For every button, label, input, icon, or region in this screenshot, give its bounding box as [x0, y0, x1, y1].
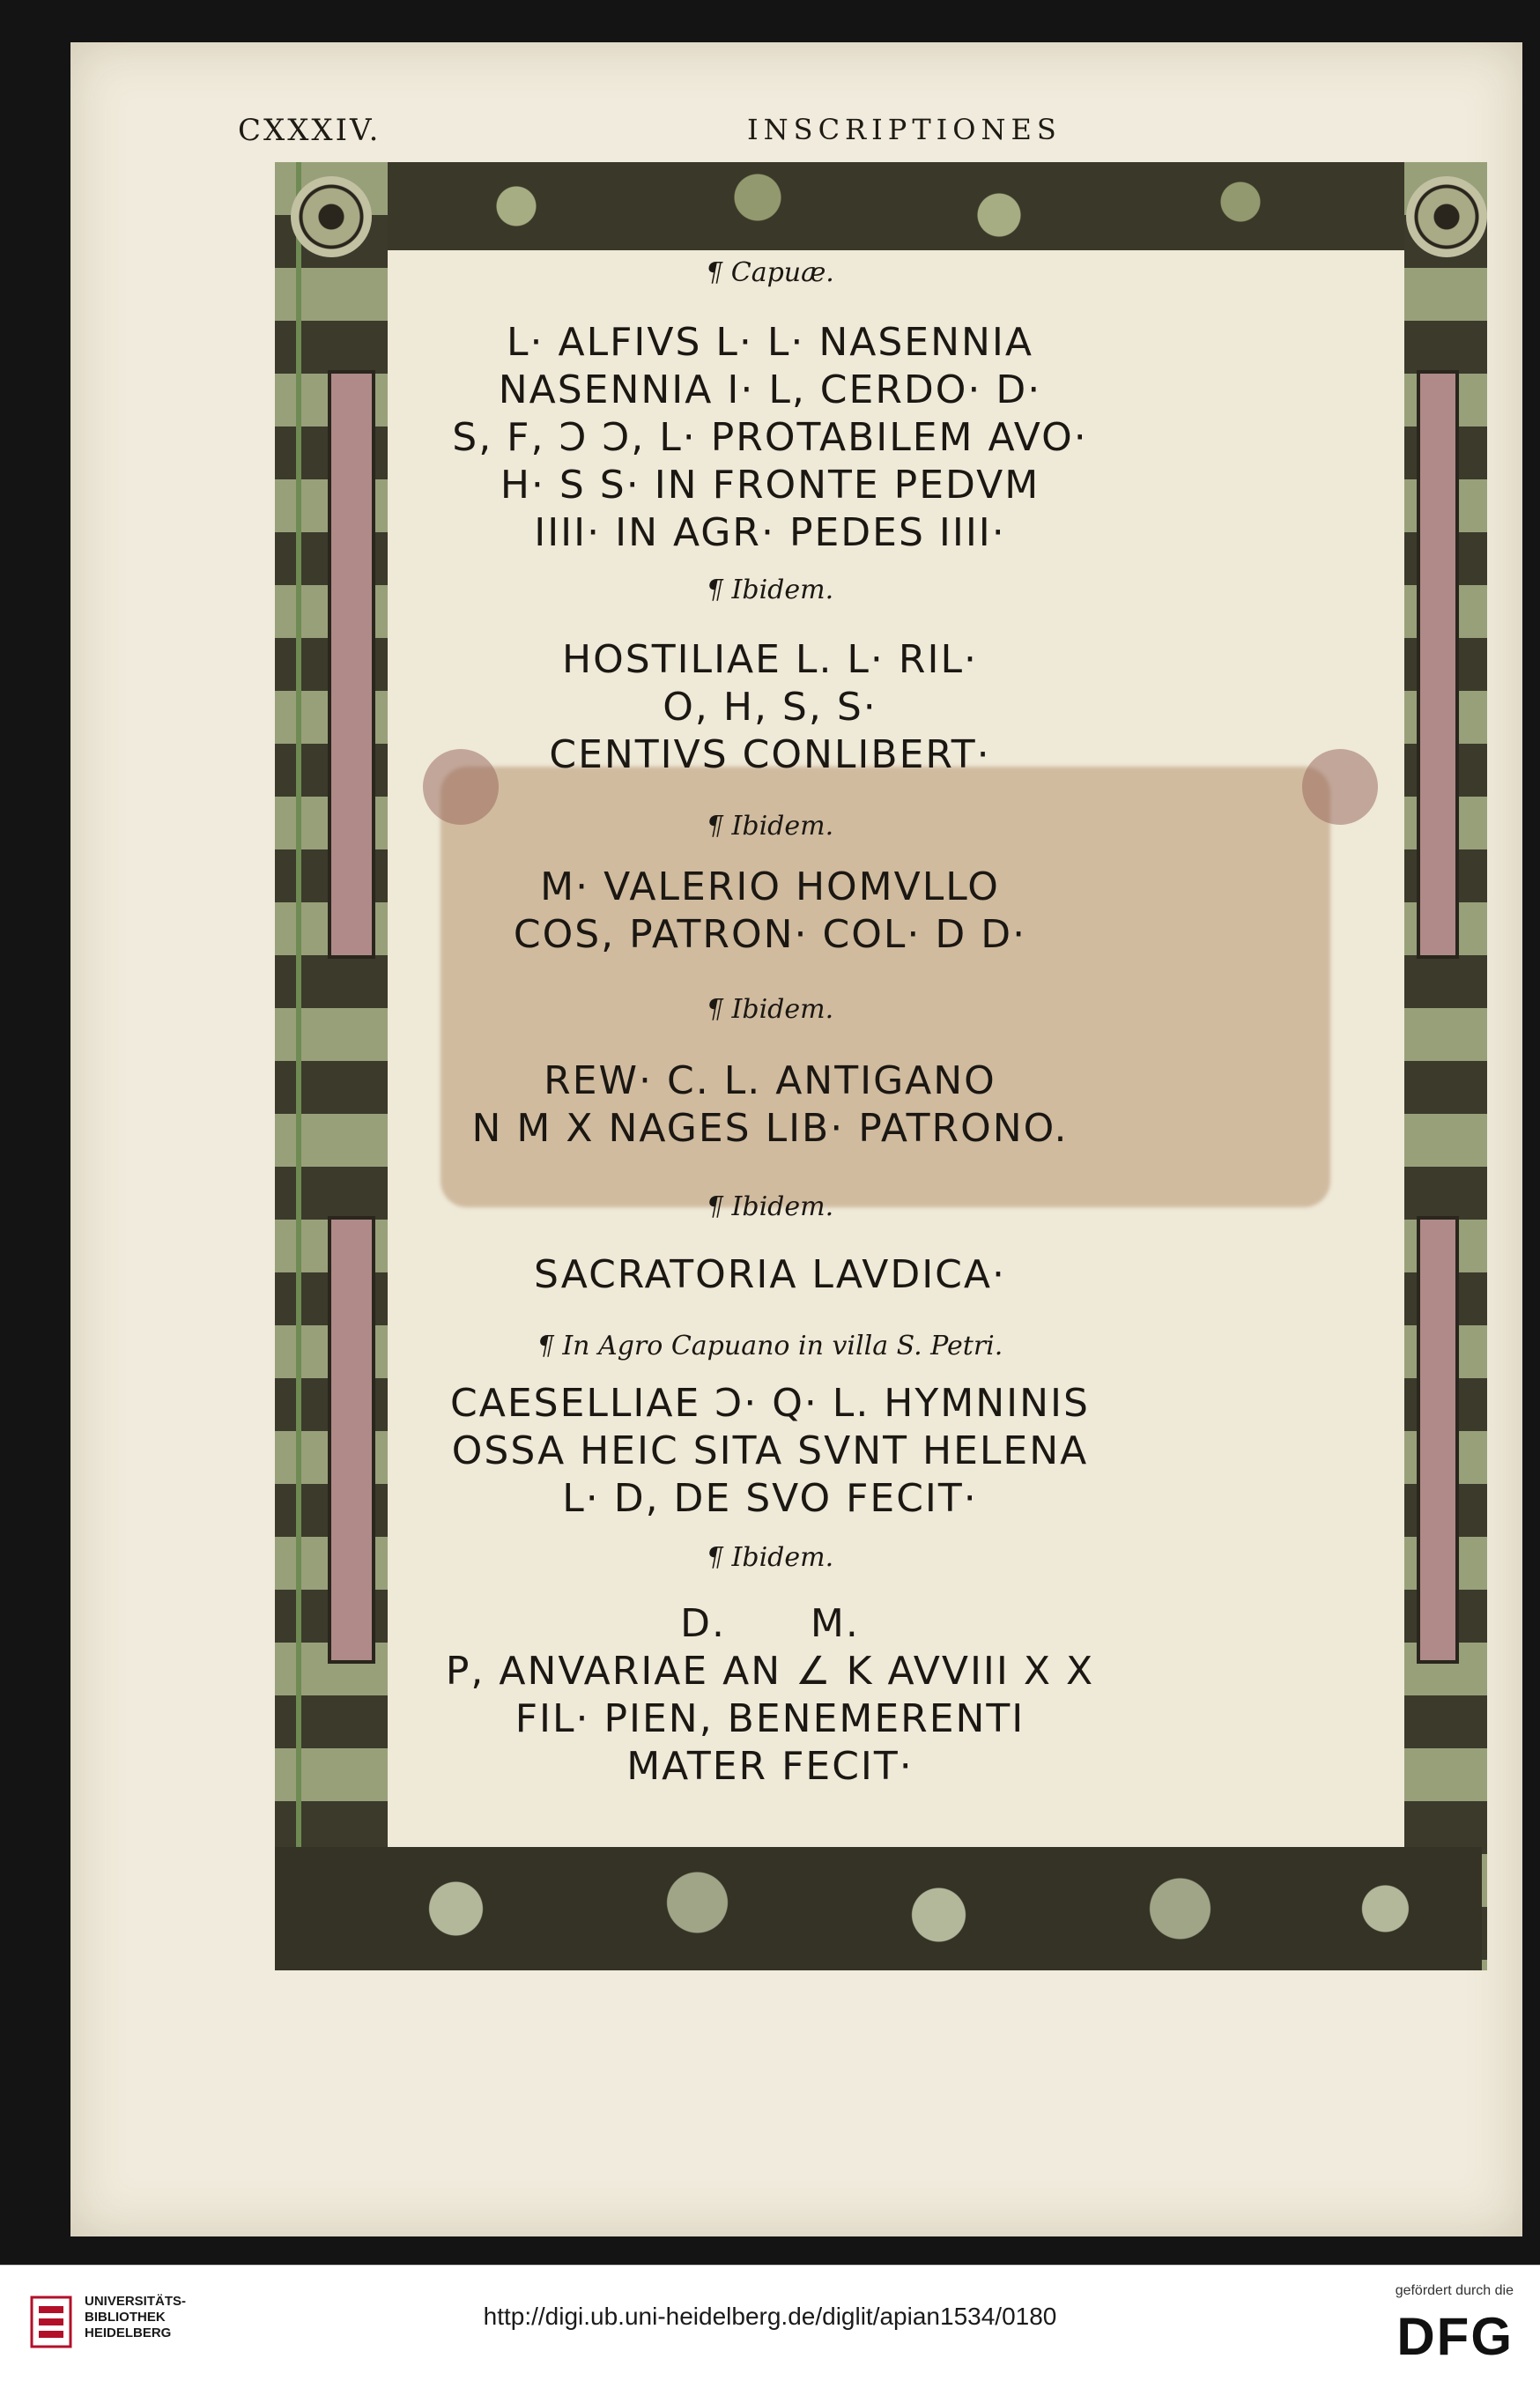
- permalink-url[interactable]: http://digi.ub.uni-heidelberg.de/diglit/apian1534/0180: [483, 2303, 1057, 2330]
- inscription-line: D. M.: [680, 1601, 860, 1646]
- library-name-line: BIBLIOTHEK: [85, 2310, 166, 2325]
- inscription-text: [0, 1600, 1540, 1791]
- inscription-heading: ¶ Ibidem.: [706, 1542, 834, 1573]
- inscription-line: L· D, DE SVO FECIT·: [562, 1476, 978, 1521]
- inscription-line: M· VALERIO HOMVLLO: [540, 864, 1000, 909]
- funding-note: gefördert durch die: [1395, 2283, 1514, 2298]
- inscription-line: CENTIVS CONLIBERT·: [549, 732, 991, 777]
- inscription-line: FIL· PIEN, BENEMERENTI: [515, 1696, 1025, 1741]
- rosette-ornament-right: [1406, 176, 1487, 257]
- folio-number: CXXXIV.: [238, 113, 381, 148]
- inscription-heading: ¶ Ibidem.: [706, 994, 834, 1025]
- inscription-heading: ¶ Ibidem.: [706, 575, 834, 605]
- inscription-line: HOSTILIAE L. L· RIL·: [562, 637, 978, 682]
- inscription-line: P, ANVARIAE AN ∠ K AVVIII X X: [445, 1649, 1095, 1694]
- inscription-text: [0, 636, 1540, 779]
- inscription-line: NASENNIA I· L, CERDO· D·: [498, 367, 1042, 412]
- inscription-heading: ¶ In Agro Capuano in villa S. Petri.: [537, 1331, 1003, 1361]
- woodcut-frame-bottom: [275, 1847, 1482, 1970]
- inscription-line: MATER FECIT·: [626, 1744, 914, 1789]
- woodcut-frame-top: [275, 162, 1482, 250]
- inscription-line: N M X NAGES LIB· PATRONO.: [471, 1106, 1069, 1151]
- inscription-text: [0, 864, 1540, 959]
- inscription-line: S, F, Ↄ Ↄ, L· PROTABILEM AVO·: [452, 415, 1088, 460]
- inscription-line: CAESELLIAE Ↄ· Q· L. HYMNINIS: [450, 1381, 1090, 1426]
- inscription-text: [0, 1380, 1540, 1523]
- inscription-line: REW· C. L. ANTIGANO: [544, 1058, 996, 1103]
- inscription-line: L· ALFIVS L· L· NASENNIA: [506, 320, 1034, 365]
- rosette-ornament-left: [291, 176, 372, 257]
- inscription-line: IIII· IN AGR· PEDES IIII·: [534, 510, 1006, 555]
- inscription-text: [0, 1251, 1540, 1299]
- inscription-heading: ¶ Ibidem.: [706, 811, 834, 842]
- library-name-line: HEIDELBERG: [85, 2325, 172, 2340]
- inscription-text: [0, 319, 1540, 557]
- inscription-text: [0, 1057, 1540, 1153]
- inscription-heading: ¶ Capuæ.: [706, 257, 834, 288]
- dfg-logo: DFG: [1396, 2307, 1514, 2366]
- inscription-line: H· S S· IN FRONTE PEDVM: [500, 463, 1040, 508]
- inscription-line: OSSA HEIC SITA SVNT HELENA: [451, 1428, 1089, 1473]
- inscription-heading: ¶ Ibidem.: [706, 1191, 834, 1222]
- viewer-footer: [0, 2265, 1540, 2381]
- inscription-line: COS, PATRON· COL· D D·: [513, 912, 1027, 957]
- inscription-line: SACRATORIA LAVDICA·: [534, 1252, 1006, 1297]
- inscription-line: O, H, S, S·: [663, 685, 877, 730]
- library-name-line: UNIVERSITÄTS-: [85, 2294, 187, 2309]
- running-title: INSCRIPTIONES: [747, 113, 1062, 146]
